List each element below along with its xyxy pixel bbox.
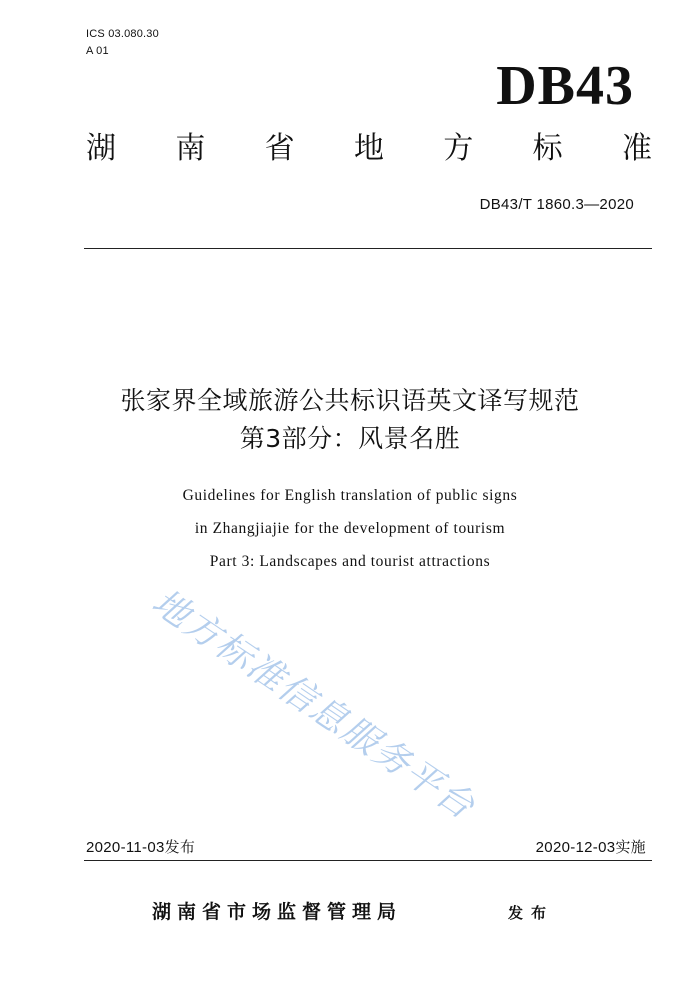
title-english-line-2: in Zhangjiajie for the development of tourism bbox=[194, 520, 506, 537]
db-standard-logo: DB43 bbox=[496, 55, 634, 117]
header-divider bbox=[84, 248, 652, 249]
standard-type-char: 方 bbox=[443, 131, 474, 166]
standard-type-char: 南 bbox=[175, 131, 206, 166]
standard-type-char: 地 bbox=[353, 131, 384, 166]
standard-type-char: 准 bbox=[621, 131, 652, 166]
footer-divider bbox=[84, 860, 652, 861]
implementation-date: 2020-12-03实施 bbox=[535, 839, 646, 856]
title-chinese-line-1: 张家界全域旅游公共标识语英文译写规范 bbox=[120, 386, 580, 415]
standard-number: DB43/T 1860.3—2020 bbox=[479, 196, 634, 213]
standard-type-char: 省 bbox=[264, 131, 295, 166]
category-code: A 01 bbox=[86, 45, 109, 57]
issuing-authority: 湖南省市场监督管理局 bbox=[152, 901, 403, 923]
watermark: 地方标准信息服务平台 bbox=[144, 581, 483, 829]
ics-code: ICS 03.080.30 bbox=[86, 28, 159, 40]
issue-date: 2020-11-03发布 bbox=[86, 839, 196, 856]
standard-type-char: 标 bbox=[532, 131, 563, 166]
standard-type-heading bbox=[86, 131, 652, 166]
title-chinese-line-2: 第3部分：风景名胜 bbox=[239, 424, 461, 453]
title-english-line-3: Part 3: Landscapes and tourist attractions bbox=[209, 553, 491, 570]
issue-label: 发布 bbox=[508, 904, 555, 922]
standard-type-char: 湖 bbox=[86, 131, 116, 166]
title-english-line-1: Guidelines for English translation of public signs bbox=[182, 487, 518, 504]
